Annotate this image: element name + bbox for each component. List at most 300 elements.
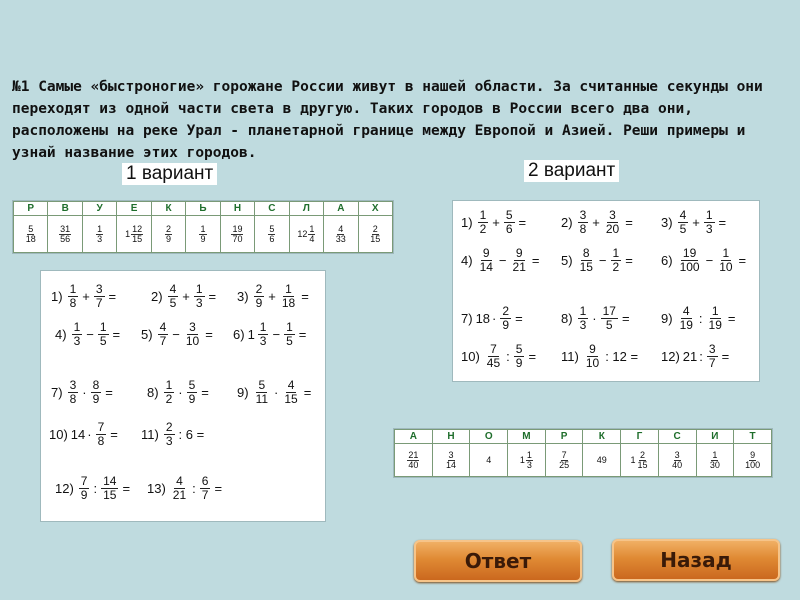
fraction xyxy=(707,343,718,369)
fraction xyxy=(335,225,347,244)
operator: + xyxy=(692,214,700,230)
problem-number: 9) xyxy=(237,384,249,400)
problem xyxy=(147,475,224,501)
operator: : xyxy=(699,348,703,364)
fraction xyxy=(636,451,648,470)
denominator: 9 xyxy=(166,234,172,244)
key-value xyxy=(671,451,683,470)
fraction xyxy=(578,247,595,273)
problem xyxy=(561,305,632,331)
variant-1-problems xyxy=(40,270,326,522)
answer-button[interactable]: Ответ xyxy=(414,540,582,582)
key-cell xyxy=(658,444,696,477)
numerator: 1 xyxy=(579,304,587,318)
denominator: 10 xyxy=(185,333,200,348)
denominator: 45 xyxy=(486,355,501,370)
key-value xyxy=(25,225,37,244)
numerator: 7 xyxy=(490,342,497,356)
problem xyxy=(661,209,728,235)
numerator: 12 xyxy=(132,223,143,234)
operator: = xyxy=(531,252,540,268)
fraction xyxy=(282,379,299,405)
integer: 18 xyxy=(475,310,491,326)
numerator: 1 xyxy=(73,320,81,334)
fraction xyxy=(717,247,734,273)
fraction xyxy=(194,283,205,309)
numerator: 1 xyxy=(69,282,77,296)
denominator: 100 xyxy=(745,460,761,470)
problem-number: 5) xyxy=(141,326,153,342)
key-cell xyxy=(186,216,220,253)
key-value xyxy=(369,225,381,244)
problem-number: 12) xyxy=(55,480,74,496)
operator: − xyxy=(498,252,507,268)
fraction xyxy=(254,283,265,309)
fraction xyxy=(72,321,83,347)
denominator: 15 xyxy=(103,487,117,502)
fraction xyxy=(284,321,295,347)
numerator: 2 xyxy=(372,224,378,234)
key-cell xyxy=(621,444,659,477)
denominator: 3 xyxy=(165,433,173,448)
operator: : xyxy=(93,480,98,496)
key-cell xyxy=(289,216,323,253)
denominator: 10 xyxy=(719,259,733,274)
denominator: 15 xyxy=(579,259,593,274)
denominator: 40 xyxy=(408,460,419,470)
operator: · xyxy=(178,384,183,400)
operator: = xyxy=(738,252,747,268)
denominator: 8 xyxy=(97,433,105,448)
denominator: 15 xyxy=(637,459,648,470)
numerator: 1 xyxy=(285,282,292,296)
denominator: 11 xyxy=(255,391,269,406)
fraction xyxy=(604,209,621,235)
numerator: 1 xyxy=(200,224,206,234)
fraction xyxy=(68,379,79,405)
operator: = xyxy=(528,348,537,364)
key-cell xyxy=(545,444,583,477)
numerator: 8 xyxy=(92,378,100,392)
problem-number: 10) xyxy=(49,426,68,442)
fraction xyxy=(709,451,721,470)
operator: · xyxy=(592,310,597,326)
fraction xyxy=(504,209,515,235)
key-cell xyxy=(696,444,734,477)
fraction xyxy=(68,283,79,309)
operator: = xyxy=(625,252,633,268)
operator: + xyxy=(182,288,190,304)
denominator: 9 xyxy=(80,487,88,502)
numerator: 1 xyxy=(479,208,487,222)
denominator: 7 xyxy=(159,333,167,348)
key-letter: У xyxy=(82,202,116,216)
numerator: 3 xyxy=(189,320,196,334)
numerator: 1 xyxy=(97,224,103,234)
numerator: 1 xyxy=(309,223,315,234)
numerator: 8 xyxy=(582,246,590,260)
operator: · xyxy=(87,426,92,442)
numerator: 5 xyxy=(505,208,513,222)
variant-1-answer-key xyxy=(12,200,394,254)
whole-part: 1 xyxy=(125,229,131,239)
denominator: 19 xyxy=(679,317,693,332)
key-value xyxy=(165,225,172,244)
fraction xyxy=(704,209,715,235)
problem xyxy=(461,209,528,235)
whole-part: 1 xyxy=(519,455,525,465)
operator: = xyxy=(298,326,307,342)
fraction xyxy=(601,305,618,331)
operator: : xyxy=(698,310,703,326)
key-cell xyxy=(583,444,621,477)
problem xyxy=(141,421,206,447)
problem-number: 4) xyxy=(461,252,473,268)
denominator: 40 xyxy=(672,460,683,470)
operator: + xyxy=(492,214,500,230)
key-value: 4 xyxy=(486,455,492,465)
operator: − xyxy=(172,326,180,342)
problem xyxy=(51,283,118,309)
denominator: 9 xyxy=(200,234,206,244)
numerator: 1 xyxy=(195,282,203,296)
fraction xyxy=(101,475,118,501)
denominator: 3 xyxy=(195,295,203,310)
operator: : xyxy=(506,348,510,364)
operator: = xyxy=(625,214,633,230)
fraction xyxy=(164,421,175,447)
denominator: 7 xyxy=(201,487,209,502)
problem-number: 6) xyxy=(233,326,245,342)
operator: = xyxy=(303,384,312,400)
numerator: 1 xyxy=(259,320,267,334)
problem-number: 12) xyxy=(661,348,680,364)
back-button[interactable]: Назад xyxy=(612,539,780,581)
key-value xyxy=(268,225,275,244)
fraction xyxy=(171,475,188,501)
fraction xyxy=(407,451,419,470)
key-value xyxy=(96,225,103,244)
key-cell xyxy=(358,216,392,253)
numerator: 2 xyxy=(165,420,173,434)
numerator: 5 xyxy=(515,342,523,356)
fraction xyxy=(187,379,198,405)
key-cell xyxy=(220,216,254,253)
denominator: 8 xyxy=(579,221,587,236)
key-value xyxy=(335,225,347,244)
fraction xyxy=(91,379,102,405)
fraction xyxy=(165,225,172,244)
operator: = xyxy=(518,214,527,230)
numerator: 2 xyxy=(639,449,645,460)
operator: − xyxy=(86,326,94,342)
problem-number: 10) xyxy=(461,348,480,364)
problem xyxy=(233,321,308,347)
problem xyxy=(461,343,538,369)
fraction xyxy=(98,321,109,347)
numerator: 9 xyxy=(482,246,490,260)
numerator: 6 xyxy=(201,474,209,488)
operator: + xyxy=(82,288,90,304)
fraction xyxy=(611,247,622,273)
key-value xyxy=(407,451,419,470)
fraction xyxy=(678,247,702,273)
numerator: 4 xyxy=(287,378,295,392)
denominator: 100 xyxy=(679,259,700,274)
operator: = xyxy=(112,326,121,342)
operator: + xyxy=(268,288,276,304)
key-letter: И xyxy=(696,430,734,444)
problem-number: 1) xyxy=(461,214,473,230)
numerator: 1 xyxy=(612,246,620,260)
denominator: 15 xyxy=(132,233,143,244)
key-letter: К xyxy=(151,202,185,216)
key-letter: Т xyxy=(734,430,772,444)
fraction xyxy=(485,343,502,369)
denominator: 4 xyxy=(309,233,315,244)
problem xyxy=(51,379,115,405)
variant-2-answer-key xyxy=(393,428,773,478)
problem-number: 11) xyxy=(561,348,579,364)
fraction xyxy=(280,283,297,309)
denominator: 56 xyxy=(60,234,71,244)
whole-part: 1 xyxy=(247,326,255,342)
key-cell xyxy=(734,444,772,477)
fraction xyxy=(584,343,601,369)
key-value xyxy=(125,225,143,244)
numerator: 5 xyxy=(258,378,266,392)
fraction xyxy=(231,225,243,244)
numerator: 9 xyxy=(589,342,596,356)
key-value xyxy=(744,451,761,470)
denominator: 10 xyxy=(585,355,600,370)
operator: − xyxy=(272,326,281,342)
denominator: 3 xyxy=(73,333,81,348)
fraction xyxy=(200,475,211,501)
problem-number: 2) xyxy=(151,288,163,304)
fraction xyxy=(744,451,761,470)
operator: = xyxy=(301,288,309,304)
fraction xyxy=(514,343,525,369)
fraction xyxy=(96,225,103,244)
denominator: 18 xyxy=(25,234,36,244)
key-letter: Ь xyxy=(186,202,220,216)
answer-key-table xyxy=(13,201,393,253)
fraction xyxy=(500,305,511,331)
key-value xyxy=(558,451,570,470)
key-letter: К xyxy=(583,430,621,444)
problem xyxy=(141,321,215,347)
denominator: 6 xyxy=(505,221,513,236)
key-letter: Х xyxy=(358,202,392,216)
numerator: 1 xyxy=(712,450,718,460)
key-letter: Г xyxy=(621,430,659,444)
key-cell xyxy=(151,216,185,253)
numerator: 5 xyxy=(269,224,275,234)
operator: : 12 = xyxy=(605,348,639,364)
key-value xyxy=(231,225,243,244)
key-letter: С xyxy=(255,202,289,216)
numerator: 3 xyxy=(708,342,716,356)
denominator: 30 xyxy=(709,460,720,470)
key-value: 49 xyxy=(596,455,607,465)
numerator: 2 xyxy=(166,224,172,234)
operator: = xyxy=(205,326,213,342)
fraction xyxy=(369,225,381,244)
key-cell xyxy=(117,216,151,253)
denominator: 5 xyxy=(286,333,293,348)
key-cell xyxy=(14,216,48,253)
operator: = xyxy=(110,426,118,442)
operator: = xyxy=(214,480,223,496)
task-title: №1 Самые «быстроногие» горожане России живут в нашей области. За считанные секунды они переходят из одной части света в другую. Таких городов в России всего два они, расположены на реке Урал - планетарной границе между Европой и Азией. Реши примеры и узнай название этих городов. xyxy=(12,79,763,161)
numerator: 1 xyxy=(526,449,532,460)
answer-key-table xyxy=(394,429,772,477)
numerator: 31 xyxy=(60,224,71,234)
problem xyxy=(237,379,313,405)
problem xyxy=(661,305,738,331)
denominator: 9 xyxy=(515,355,523,370)
fraction xyxy=(131,225,143,244)
fraction xyxy=(578,209,589,235)
key-cell xyxy=(48,216,82,253)
key-letter: С xyxy=(658,430,696,444)
key-value xyxy=(59,225,71,244)
problem xyxy=(561,343,640,369)
fraction xyxy=(164,379,175,405)
denominator: 6 xyxy=(269,234,275,244)
numerator: 3 xyxy=(579,208,587,222)
denominator: 3 xyxy=(526,459,532,470)
denominator: 19 xyxy=(708,317,722,332)
numerator: 1 xyxy=(286,320,293,334)
problem xyxy=(151,283,218,309)
key-letter: А xyxy=(324,202,358,216)
problem-number: 3) xyxy=(237,288,249,304)
numerator: 7 xyxy=(97,420,105,434)
denominator: 21 xyxy=(512,259,526,274)
key-cell xyxy=(470,444,508,477)
problem-number: 8) xyxy=(561,310,573,326)
numerator: 4 xyxy=(338,224,344,234)
problem-number: 8) xyxy=(147,384,159,400)
problem xyxy=(561,247,635,273)
fraction xyxy=(707,305,724,331)
operator: − xyxy=(705,252,714,268)
key-value xyxy=(709,451,721,470)
denominator: 3 xyxy=(259,333,267,348)
problem-number: 7) xyxy=(461,310,473,326)
key-cell xyxy=(82,216,116,253)
fraction xyxy=(25,225,37,244)
fraction xyxy=(94,283,105,309)
fraction xyxy=(79,475,90,501)
operator: = xyxy=(721,348,730,364)
numerator: 3 xyxy=(69,378,77,392)
fraction xyxy=(199,225,206,244)
problem xyxy=(461,305,525,331)
denominator: 33 xyxy=(335,234,346,244)
numerator: 14 xyxy=(103,474,117,488)
problem xyxy=(55,475,132,501)
numerator: 2 xyxy=(255,282,263,296)
denominator: 8 xyxy=(69,391,77,406)
fraction xyxy=(678,305,695,331)
operator: : xyxy=(192,480,196,496)
numerator: 1 xyxy=(165,378,173,392)
key-value xyxy=(630,451,648,470)
operator: + xyxy=(592,214,600,230)
operator: = xyxy=(515,310,523,326)
numerator: 3 xyxy=(609,208,616,222)
operator: = xyxy=(727,310,736,326)
denominator: 7 xyxy=(95,295,103,310)
operator: · xyxy=(82,384,87,400)
fraction xyxy=(558,451,570,470)
key-cell xyxy=(508,444,546,477)
key-letter: А xyxy=(395,430,433,444)
problem xyxy=(55,321,122,347)
key-value xyxy=(445,451,457,470)
numerator: 3 xyxy=(448,450,454,460)
problem-number: 7) xyxy=(51,384,63,400)
numerator: 5 xyxy=(188,378,196,392)
operator: · xyxy=(274,384,279,400)
operator: = xyxy=(201,384,209,400)
numerator: 1 xyxy=(99,320,107,334)
numerator: 5 xyxy=(28,224,34,234)
denominator: 7 xyxy=(708,355,716,370)
key-letter: Р xyxy=(14,202,48,216)
numerator: 1 xyxy=(705,208,713,222)
numerator: 17 xyxy=(602,304,616,318)
operator: = xyxy=(718,214,727,230)
integer: 21 xyxy=(682,348,698,364)
denominator: 5 xyxy=(679,221,687,236)
problem xyxy=(561,209,635,235)
numerator: 1 xyxy=(711,304,719,318)
fraction xyxy=(184,321,201,347)
fraction xyxy=(308,225,315,244)
numerator: 4 xyxy=(682,304,690,318)
key-letter: В xyxy=(48,202,82,216)
operator: = xyxy=(108,288,117,304)
problem-number: 6) xyxy=(661,252,673,268)
denominator: 25 xyxy=(559,460,570,470)
numerator: 1 xyxy=(722,246,730,260)
fraction xyxy=(254,379,270,405)
operator: = xyxy=(621,310,630,326)
denominator: 18 xyxy=(281,295,296,310)
integer: 14 xyxy=(70,426,86,442)
fraction xyxy=(158,321,169,347)
operator: − xyxy=(598,252,607,268)
variant-2-problems xyxy=(452,200,760,382)
operator: : 6 = xyxy=(178,426,205,442)
key-letter: М xyxy=(508,430,546,444)
key-letter: О xyxy=(470,430,508,444)
numerator: 4 xyxy=(159,320,167,334)
numerator: 3 xyxy=(674,450,680,460)
denominator: 2 xyxy=(165,391,173,406)
fraction xyxy=(526,451,533,470)
fraction xyxy=(59,225,71,244)
key-letter: Н xyxy=(432,430,470,444)
numerator: 4 xyxy=(679,208,687,222)
denominator: 5 xyxy=(169,295,177,310)
fraction xyxy=(168,283,179,309)
denominator: 14 xyxy=(479,259,493,274)
